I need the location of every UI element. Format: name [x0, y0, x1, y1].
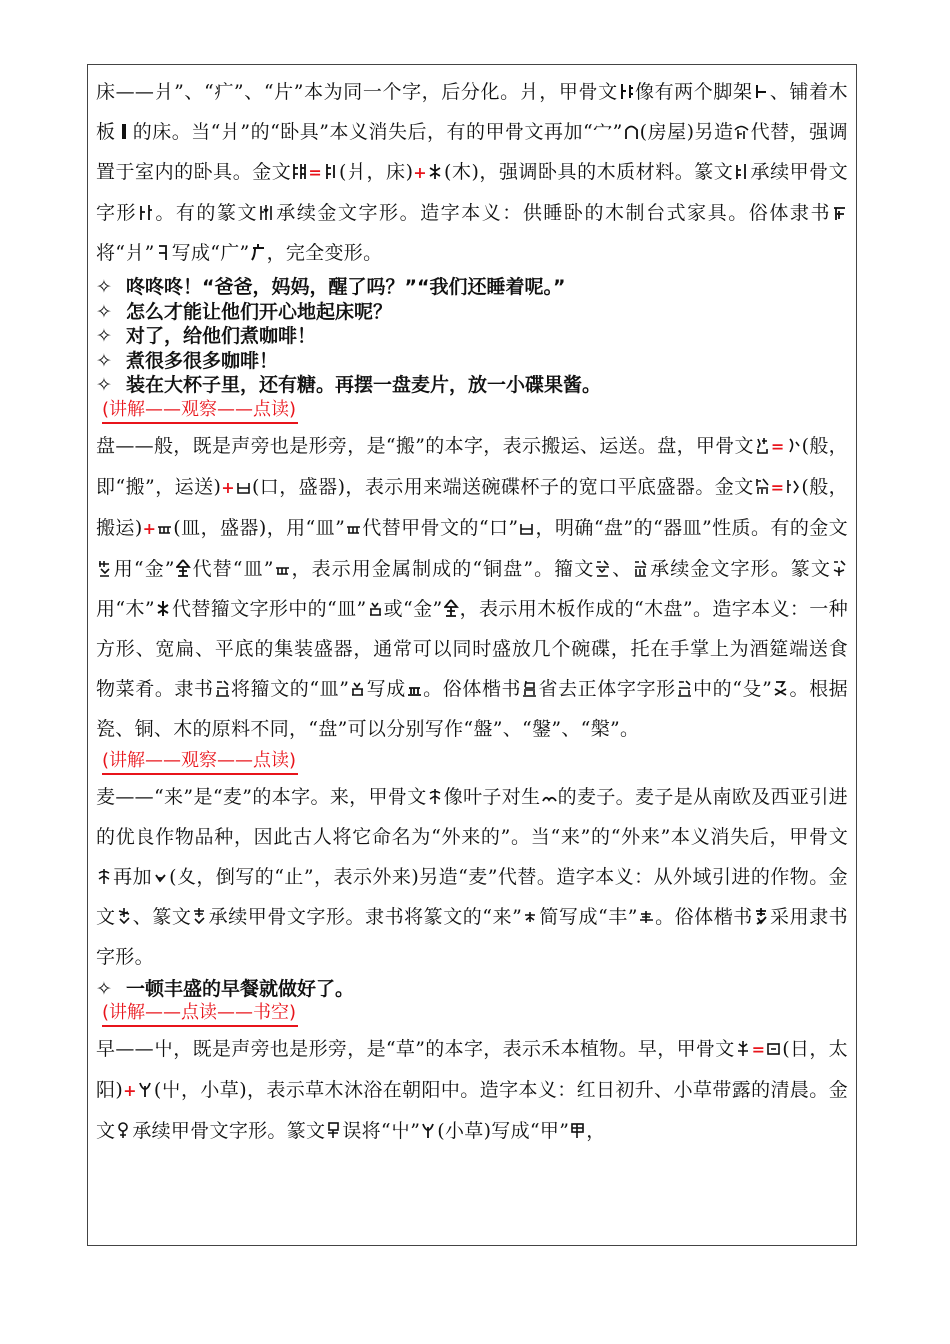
bronze-glyph-icon — [116, 1114, 131, 1133]
paragraph-zao — [96, 1029, 848, 1151]
seal-glyph-icon — [734, 155, 749, 174]
text: (夊，倒写的“止”，表示外来)另造“麦”代替。造字本义：从外域引进的作物。金文 — [96, 865, 848, 928]
foot-glyph-icon — [153, 860, 168, 879]
equals-mark: = — [751, 1040, 766, 1059]
text: 、 — [611, 557, 633, 580]
text: (般，即“搬”，运送) — [96, 434, 848, 498]
text: 中的“殳” — [692, 677, 773, 700]
text: 早——屮，既是声旁也是形旁，是“草”的本字，表示禾本植物。早，甲骨文 — [96, 1038, 735, 1060]
text: ， — [586, 1120, 606, 1142]
text: 的床。当“爿”的“卧具”本义消失后，有的甲骨文再加“宀” — [132, 121, 623, 143]
teaching-note: (讲解——观察——点读) — [102, 398, 298, 424]
guang-glyph-icon — [251, 236, 266, 255]
text: 像叶子对生 — [443, 785, 541, 808]
text: 省去正体字字形 — [538, 677, 676, 700]
paragraph-pan — [96, 426, 848, 749]
bullet-text: 煮很多很多咖啡！ — [126, 349, 279, 372]
lai-glyph-icon — [523, 900, 538, 919]
text: 的麦子。麦子是从南欧及西亚引进的优良作物品种，因此古人将它命名为“外来的”。当“来”的“外来”本义消失后，甲骨文 — [96, 785, 848, 848]
equals-mark: = — [308, 163, 323, 182]
sun-glyph-icon — [766, 1032, 781, 1051]
paragraph-chuang — [96, 72, 848, 273]
grass-glyph-icon — [421, 1114, 436, 1133]
seal-glyph-icon — [832, 552, 847, 571]
equals-mark: = — [770, 477, 785, 497]
text: 。俗体楷书 — [422, 677, 522, 700]
text: 麦——“来”是“麦”的本字。来，甲骨文 — [96, 785, 427, 808]
bronze-glyph-icon — [755, 470, 770, 489]
wood-glyph-icon — [428, 155, 443, 174]
qiang-glyph-icon — [156, 236, 171, 255]
bullet-text: 对了，给他们煮咖啡！ — [126, 325, 317, 347]
grass-glyph-icon — [138, 1073, 153, 1092]
plus-mark: + — [221, 477, 235, 497]
text: (日，太阳) — [96, 1038, 848, 1101]
jia-glyph-icon — [570, 1114, 585, 1133]
text: 写成“广” — [171, 242, 250, 264]
roof-glyph-icon — [624, 115, 639, 134]
text: 用“金” — [113, 557, 175, 580]
text: 误将“屮” — [342, 1120, 421, 1142]
vessel-glyph-icon — [368, 592, 383, 611]
metal-glyph-icon — [444, 592, 459, 611]
equals-mark: = — [770, 436, 785, 456]
mouth-glyph-icon — [519, 511, 534, 530]
oracle-glyph-icon — [734, 115, 749, 134]
text: 写成 — [366, 677, 406, 700]
oracle-glyph-icon — [786, 429, 801, 448]
text: 盘——般，既是声旁也是形旁，是“搬”的本字，表示搬运、运送。盘，甲骨文 — [96, 434, 754, 457]
text: 代替甲骨文的“口” — [362, 516, 519, 539]
mai-glyph-icon — [754, 900, 769, 919]
text: 将籀文的“皿” — [230, 677, 350, 700]
bullet-item — [96, 349, 848, 374]
text: ，表示用金属制成的“铜盘”。籀文 — [290, 557, 595, 580]
text: 承续甲骨文字形。篆文 — [132, 1120, 326, 1142]
bullet-text: 装在大杯子里，还有糖。再摆一盘麦片，放一小碟果酱。 — [126, 374, 602, 396]
zhou-glyph-icon — [595, 552, 610, 571]
clerical-glyph-icon — [832, 196, 847, 215]
bullet-star-icon: ✧ — [96, 374, 112, 396]
bullet-star-icon: ✧ — [96, 977, 112, 1000]
leaf-glyph-icon — [542, 780, 557, 799]
bullet-star-icon: ✧ — [96, 300, 112, 323]
bullet-item — [96, 324, 848, 349]
board-glyph-icon — [117, 115, 132, 134]
bullet-list — [96, 275, 848, 398]
text: 简写成“丰” — [539, 905, 638, 928]
text: (木)，强调卧具的木质材料。篆文 — [444, 161, 734, 183]
text: 承续甲骨文字形 — [96, 161, 848, 224]
bronze-glyph-icon — [785, 470, 800, 489]
seal-glyph-icon — [138, 196, 153, 215]
text: (小草)写成“甲” — [437, 1120, 570, 1142]
text: 承续金文字形。篆文 — [649, 557, 831, 580]
text: 代替籀文字形中的“皿” — [171, 597, 367, 620]
oracle-glyph-icon — [754, 75, 769, 94]
text: 将篆文的“来” — [404, 905, 523, 928]
oracle-glyph-icon — [97, 860, 112, 879]
plus-mark: + — [142, 518, 157, 538]
text: (屮，小草)，表示草木沐浴在朝阳中。造字本义：红日初升、小草带露的清晨。金文 — [96, 1079, 848, 1142]
bullet-item — [96, 977, 848, 1002]
text: ，完全变形。 — [266, 242, 383, 264]
bullet-item — [96, 275, 848, 300]
bullet-text: 怎么才能让他们开心地起床呢？ — [126, 300, 393, 323]
bullet-star-icon: ✧ — [96, 349, 112, 372]
text: ，明确“盘”的“器皿”性质。有的金文 — [535, 516, 848, 539]
seal-glyph-icon — [192, 900, 207, 919]
plus-mark: + — [123, 1081, 137, 1100]
mouth-glyph-icon — [236, 470, 251, 489]
metal-glyph-icon — [176, 552, 191, 571]
bullet-item — [96, 300, 848, 325]
oracle-glyph-icon — [619, 75, 634, 94]
bronze-glyph-icon — [323, 155, 338, 174]
bronze-glyph-icon — [97, 552, 112, 571]
text: (房屋)另造 — [639, 121, 734, 143]
text: 代替“皿” — [191, 557, 274, 580]
text: (皿，盛器)，用“皿” — [173, 516, 346, 539]
min-glyph-icon — [407, 672, 422, 691]
oracle-glyph-icon — [428, 780, 443, 799]
bullet-text: 一顿丰盛的早餐就做好了。 — [126, 977, 355, 1000]
vessel-glyph-icon — [275, 552, 290, 571]
paragraph-mai — [96, 777, 848, 977]
teaching-note: (讲解——点读——书空) — [102, 1001, 298, 1027]
seal-glyph-icon — [326, 1114, 341, 1133]
text: 。根据瓷、铜、木的原料不同，“盘”可以分别写作“盤”、“鎜”、“槃”。 — [96, 677, 848, 740]
text: 承续甲骨文字形。隶书 — [208, 905, 405, 928]
plus-mark: + — [413, 163, 427, 182]
text: 代替，强调置于室内的卧具。金文 — [96, 121, 848, 183]
bullet-star-icon: ✧ — [96, 325, 112, 347]
bullet-text: 咚咚咚！“爸爸，妈妈，醒了吗？”“我们还睡着呢。” — [126, 276, 566, 298]
text: 再加 — [113, 865, 153, 888]
text: (爿，床) — [339, 161, 414, 183]
seal-glyph-icon — [259, 196, 274, 215]
vessel-glyph-icon — [346, 511, 361, 530]
text: 。有的篆文 — [154, 202, 259, 224]
text: ，表示用木板作成的“木盘”。造字本义：一种方形、宽扁、平底的集装盛器，通常可以同时盛放几个碗碟，托在手掌上为酒筵端送食物菜肴。隶书 — [96, 597, 848, 700]
bullet-item — [96, 373, 848, 398]
vessel-glyph-icon — [350, 672, 365, 691]
text: 或“金” — [383, 597, 443, 620]
bullet-star-icon: ✧ — [96, 276, 112, 298]
text: 、铺着木板 — [96, 81, 848, 143]
text: 将“爿” — [96, 242, 155, 264]
text: 像有两个脚架 — [634, 81, 753, 103]
oracle-glyph-icon — [755, 429, 770, 448]
bronze-glyph-icon — [117, 900, 132, 919]
oracle-glyph-icon — [736, 1032, 751, 1051]
zhou-glyph-icon — [633, 552, 648, 571]
pan-glyph-icon — [677, 672, 692, 691]
text: 承续金文字形。造字本义：供睡卧的木制台式家具。俗体隶书 — [275, 202, 831, 224]
vessel-glyph-icon — [157, 511, 172, 530]
text: (般，搬运) — [96, 475, 848, 539]
text: 。俗体楷书 — [654, 905, 753, 928]
pan-glyph-icon — [522, 672, 537, 691]
teaching-note: (讲解——观察——点读) — [102, 749, 298, 775]
bronze-glyph-icon — [292, 155, 307, 174]
document-body — [96, 72, 848, 1151]
feng-glyph-icon — [639, 900, 654, 919]
shu-glyph-icon — [773, 672, 788, 691]
text: 床——爿”、“疒”、“片”本为同一个字，后分化。爿，甲骨文 — [96, 81, 618, 103]
text: 采用隶书字形。 — [96, 905, 848, 968]
text: 用“木” — [96, 597, 155, 620]
text: (口，盛器)，表示用来端送碗碟杯子的宽口平底盛器。金文 — [251, 475, 754, 498]
text: 、篆文 — [132, 905, 192, 928]
clerical-glyph-icon — [215, 672, 230, 691]
wood-glyph-icon — [156, 592, 171, 611]
